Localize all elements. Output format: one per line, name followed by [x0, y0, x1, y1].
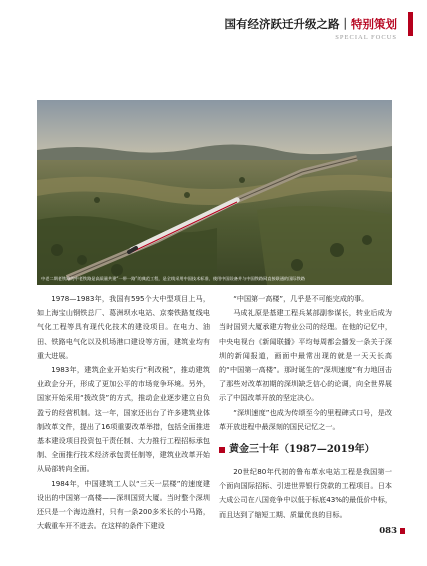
body-paragraph: 1978—1983年，我国有595个大中型项目上马，如上海宝山钢铁总厂、葛洲坝水电站、京秦铁路复线电气化工程等具有现代化技术的建设项目。在电力、油田、铁路电气化以及机场港口建设等方面，建筑业均有重大进展。 — [37, 294, 210, 360]
right-column — [219, 292, 392, 522]
header-accent-bar — [408, 12, 413, 36]
body-paragraph: “中国第一高楼”，几乎是不可能完成的事。 — [233, 294, 369, 303]
header-title-line — [225, 16, 398, 32]
body-paragraph: 20世纪80年代初的鲁布革水电站工程是我国第一个面向国际招标、引进世界银行贷款的工程项目。日本大成公司在八国竞争中以低于标底43%的最低价中标，而且达到了缩短工期、质量优良的目标。 — [219, 467, 392, 519]
header-title: 国有经济跃迁升级之路 — [224, 17, 340, 31]
body-paragraph: “深圳速度”也成为传颂至今的里程碑式口号，是改革开放进程中最深刻的国民记忆之一。 — [219, 407, 392, 431]
header-subtitle: SPECIAL FOCUS — [335, 34, 397, 41]
section-heading: 黄金三十年（1987—2019年） — [219, 443, 392, 457]
railway-landscape-image — [37, 100, 392, 285]
body-paragraph: 1984年，中国建筑工人以“三天一层楼”的速度建设出的中国第一高楼——深圳国贸大厦。当时整个深圳还只是一个海边渔村，只有一条200多米长的小马路，大载重车开不进去。在这样的条件下建设 — [37, 478, 210, 531]
page-number-marker — [400, 528, 405, 534]
photo-caption: 中老二期老铁路的中老铁路是高质量共建“一带一路”的典范工程，是全线采用中国技术标准、使用中国设备并与中国铁路网直接联通的国际铁路 — [41, 276, 305, 281]
body-paragraph: 马成礼原是基建工程兵某部副参谋长，转业后成为当时国贸大厦承建方物业公司的经理。在他的记忆中，中央电视台《新闻联播》平均每周都会播发一条关于深圳的新闻报道，画面中最常出现的就是一天天长高的“中国第一高楼”。那时诞生的“深圳速度”有力地回击了那些对改革初期的深圳缺乏信心的论调，向全世界展示了中国改革开放的坚定决心。 — [219, 308, 392, 403]
body-paragraph: 1983年，建筑企业开始实行“利改税”，推动建筑业政企分开，形成了更加公平的市场竞争环境。另外，国家开始采用“拨改贷”的方式，推动企业逐步建立自负盈亏的经营机制。这一年，国家还出台了许多建筑业体制改革文件，提出了16项重要改革举措，包括全面推进基本建设项目投资包干责任制、大力推行工程招标承包制、全面推行技术经济承包责任制等，建筑业改革开始从局部转向全面。 — [37, 365, 210, 474]
header-separator: ｜ — [339, 17, 351, 31]
left-column — [37, 292, 210, 533]
page-header — [225, 16, 398, 41]
header-special: 特别策划 — [351, 17, 397, 31]
railway-photo — [37, 100, 392, 285]
page-number: 083 — [379, 526, 397, 536]
